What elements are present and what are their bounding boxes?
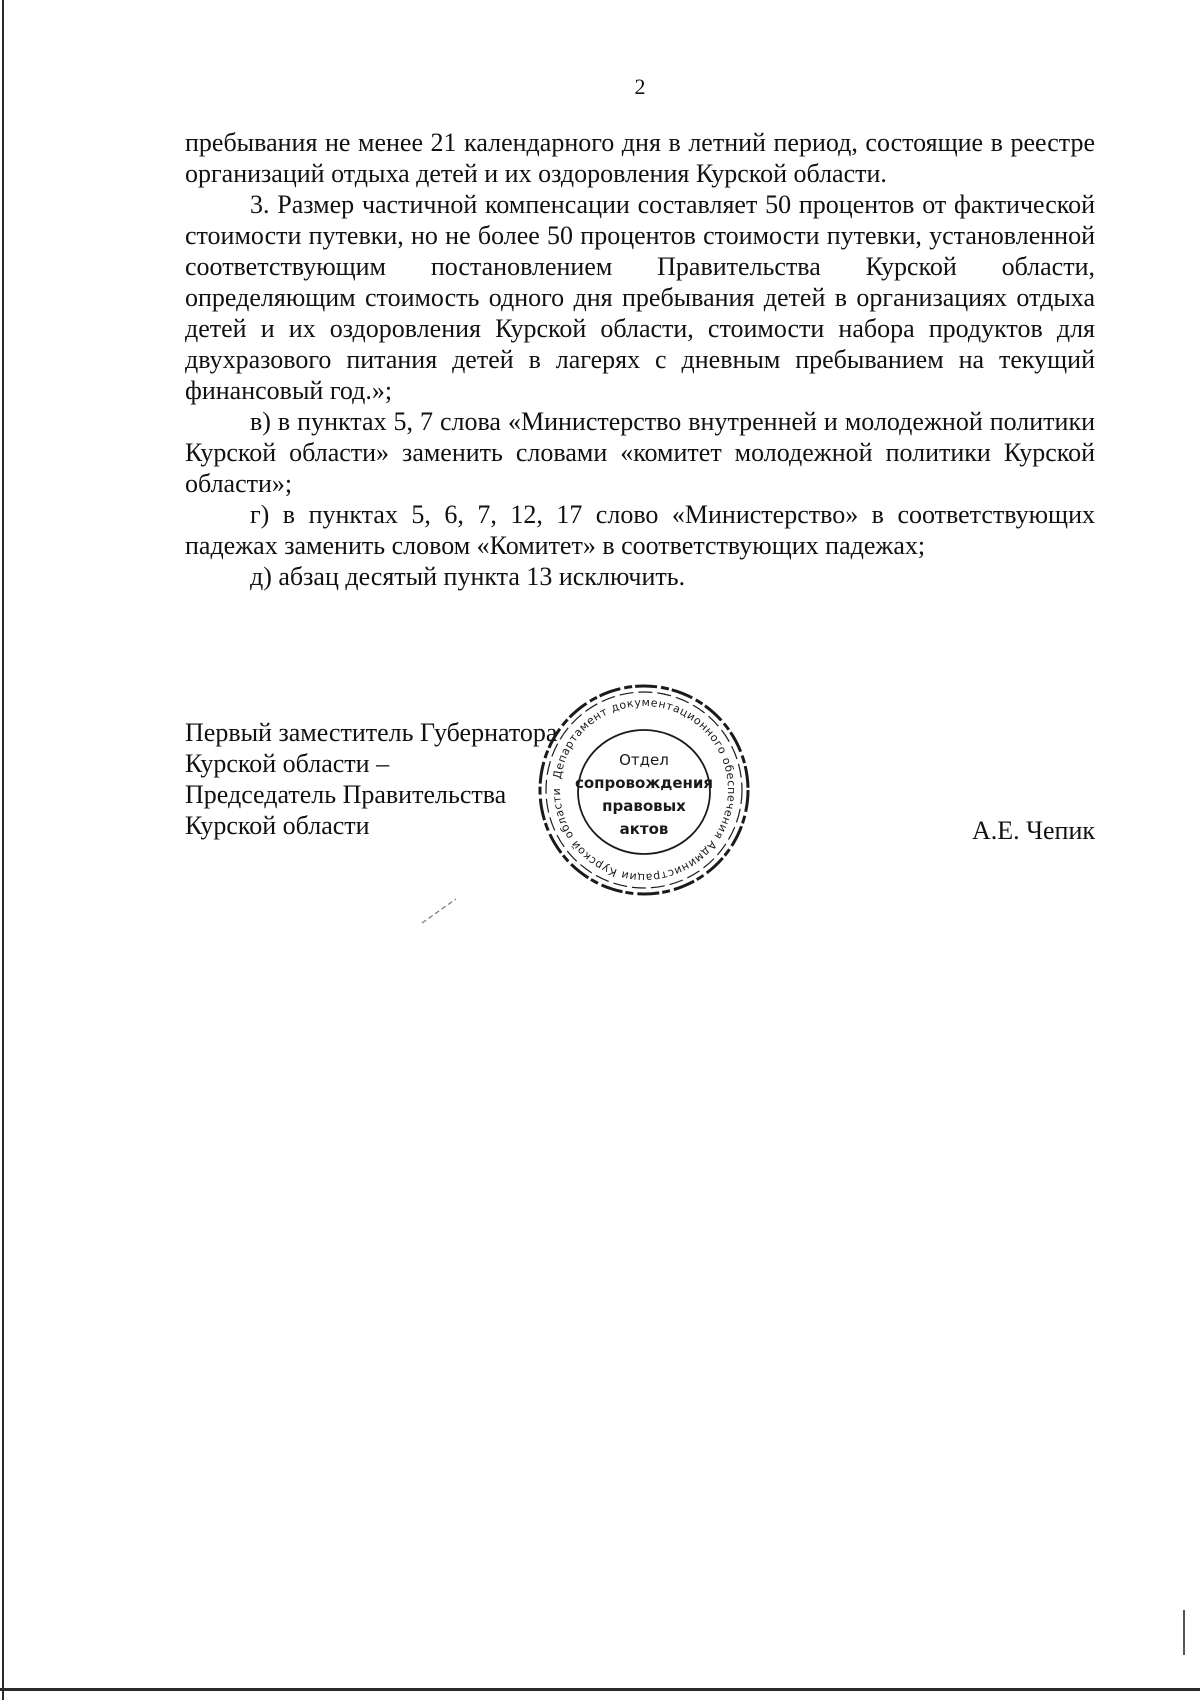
signer-title-line: Курской области xyxy=(185,811,370,840)
paragraph-compensation-size: 3. Размер частичной компенсации составляет 50 процентов от фактической стоимости путевки, но не более 50 процентов стоимости путевки, установленной соответствующим постановлением Правительства Курской области, определяющим стоимость одного дня пребывания детей в организациях отдыха детей и их оздоровления Курской области, стоимости набора продуктов для двухразового питания детей в лагерях с дневным пребыванием на текущий финансовый год.»; xyxy=(185,190,1095,405)
paragraph-continuation: пребывания не менее 21 календарного дня в летний период, состоящие в реестре организаций отдыха детей и их оздоровления Курской области. xyxy=(185,128,1095,188)
scan-bottom-border xyxy=(0,1688,1200,1691)
stamp-ring-text: Департамент документационного обеспечения Администрации Курской области xyxy=(549,695,739,885)
official-stamp xyxy=(534,680,754,900)
paragraph-item-g: г) в пунктах 5, 6, 7, 12, 17 слово «Министерство» в соответствующих падежах заменить словом «Комитет» в соответствующих падежах; xyxy=(185,500,1095,560)
signer-title-line: Курской области – xyxy=(185,749,390,778)
pen-stroke-mark xyxy=(420,895,460,925)
scan-left-border xyxy=(2,0,4,1700)
body-text xyxy=(185,127,1095,592)
stamp-center-line: Отдел xyxy=(619,751,669,769)
signer-name: А.Е. Чепик xyxy=(971,816,1095,845)
stamp-center-line: сопровождения xyxy=(574,774,714,792)
stamp-center-line: актов xyxy=(619,820,669,838)
stamp-center-line: правовых xyxy=(602,797,686,815)
signature-block xyxy=(185,717,557,841)
page-number: 2 xyxy=(634,74,646,99)
signer-title-line: Первый заместитель Губернатора xyxy=(185,718,558,747)
signer-title-line: Председатель Правительства xyxy=(185,780,507,809)
paragraph-item-d: д) абзац десятый пункта 13 исключить. xyxy=(250,562,686,591)
paragraph-item-v: в) в пунктах 5, 7 слова «Министерство внутренней и молодежной политики Курской области» заменить словами «комитет молодежной политики Курской области»; xyxy=(185,407,1095,498)
scan-mark xyxy=(1183,1610,1185,1655)
